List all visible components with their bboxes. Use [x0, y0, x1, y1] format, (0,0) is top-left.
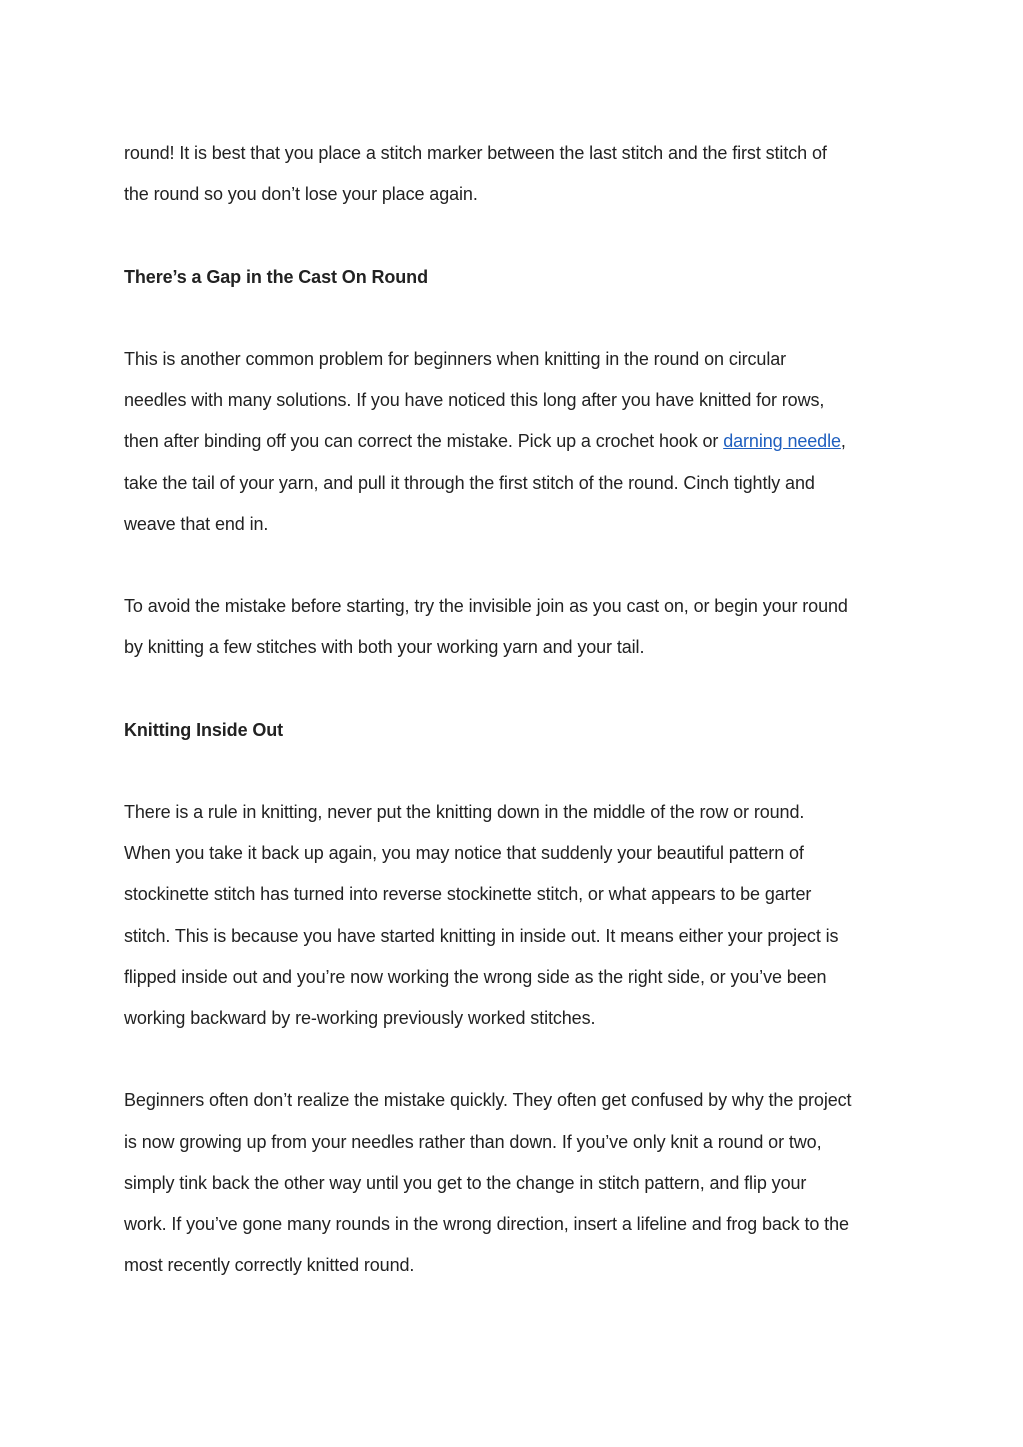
- paragraph-spacer: [124, 298, 914, 339]
- text-line: stockinette stitch has turned into reverse stockinette stitch, or what appears to be garter: [124, 884, 812, 905]
- text-line: stitch. This is because you have started knitting in inside out. It means either your project is: [124, 925, 839, 946]
- text-segment: then after binding off you can correct the mistake. Pick up a crochet hook or: [124, 431, 724, 452]
- paragraph-spacer: [124, 1039, 914, 1080]
- text-segment: ,: [840, 431, 846, 452]
- text-line: needles with many solutions. If you have noticed this long after you have knitted for rows,: [124, 390, 825, 411]
- text-line: This is another common problem for beginners when knitting in the round on circular: [124, 348, 787, 369]
- paragraph-stitch-marker: [124, 133, 914, 215]
- text-line: simply tink back the other way until you get to the change in stitch pattern, and flip your: [124, 1172, 807, 1193]
- section-heading-knitting-inside-out: Knitting Inside Out: [124, 719, 284, 740]
- text-line: is now growing up from your needles rather than down. If you’ve only knit a round or two,: [124, 1131, 822, 1152]
- text-line: flipped inside out and you’re now working the wrong side as the right side, or you’ve been: [124, 966, 827, 987]
- text-line: work. If you’ve gone many rounds in the wrong direction, insert a lifeline and frog back to the: [124, 1213, 849, 1234]
- text-line: by knitting a few stitches with both your working yarn and your tail.: [124, 637, 645, 658]
- text-line: round! It is best that you place a stitch marker between the last stitch and the first stitch of: [124, 143, 827, 163]
- paragraph-spacer: [124, 215, 914, 256]
- paragraph-common-problem: [124, 339, 914, 545]
- text-line: When you take it back up again, you may notice that suddenly your beautiful pattern of: [124, 843, 804, 864]
- paragraph-avoid-mistake: [124, 586, 914, 668]
- text-line: working backward by re-working previously worked stitches.: [124, 1007, 596, 1028]
- text-line: most recently correctly knitted round.: [124, 1255, 415, 1276]
- text-line: There is a rule in knitting, never put the knitting down in the middle of the row or round.: [124, 802, 805, 822]
- paragraph-spacer: [124, 751, 914, 792]
- document-page: [124, 133, 914, 1286]
- darning-needle-link[interactable]: darning needle: [723, 431, 841, 452]
- paragraph-spacer: [124, 668, 914, 709]
- text-line: Beginners often don’t realize the mistake quickly. They often get confused by why the project: [124, 1090, 852, 1111]
- paragraph-rule-in-knitting: [124, 792, 914, 1039]
- text-line: To avoid the mistake before starting, try the invisible join as you cast on, or begin your round: [124, 596, 848, 617]
- paragraph-beginners: [124, 1080, 914, 1286]
- text-line-with-link: [124, 421, 914, 462]
- text-line: the round so you don’t lose your place again.: [124, 184, 478, 205]
- section-heading-gap-in-cast-on: There’s a Gap in the Cast On Round: [124, 266, 428, 287]
- paragraph-spacer: [124, 545, 914, 586]
- text-line: take the tail of your yarn, and pull it through the first stitch of the round. Cinch tightly and: [124, 472, 815, 493]
- text-line: weave that end in.: [124, 513, 269, 534]
